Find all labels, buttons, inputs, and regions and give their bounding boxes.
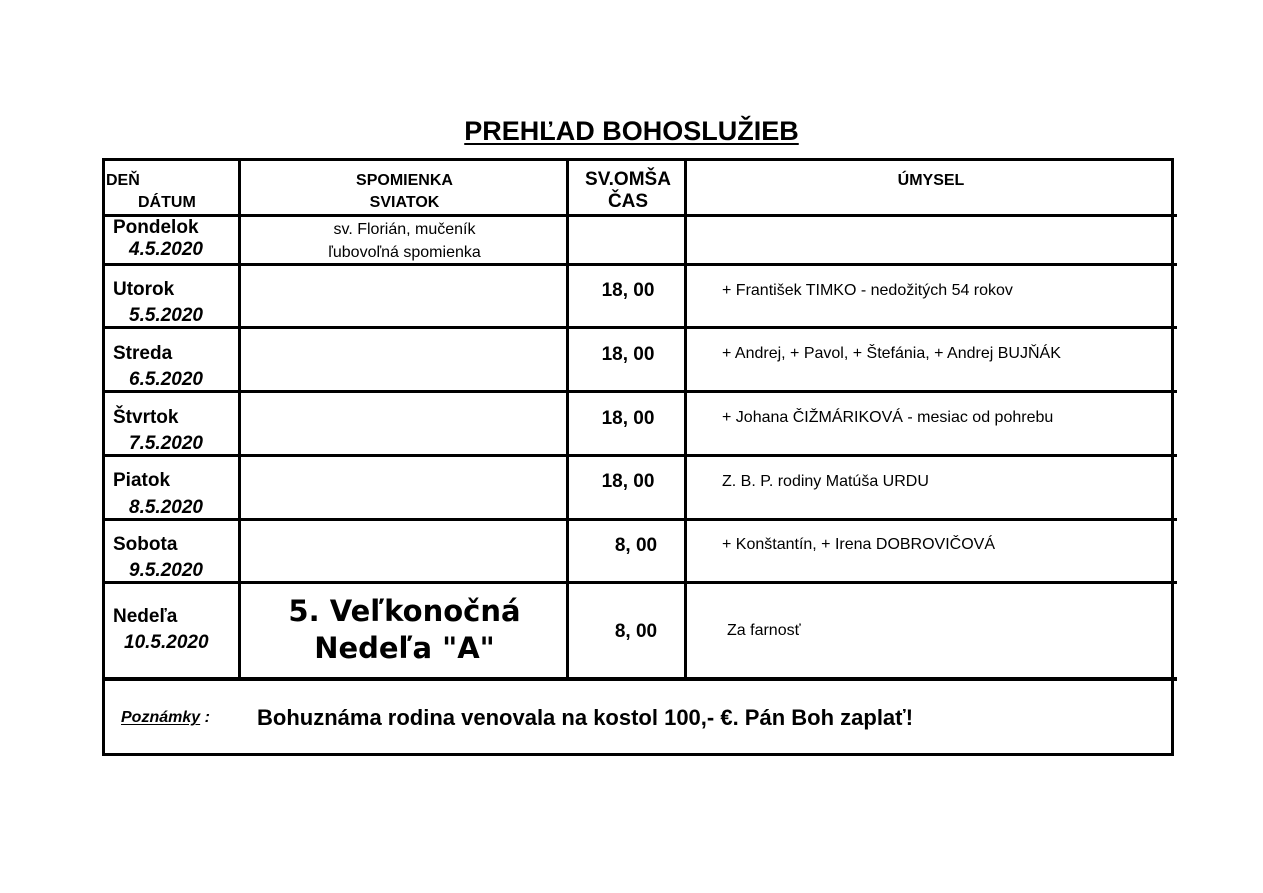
row-divider xyxy=(102,390,1177,393)
row-divider xyxy=(102,214,1177,217)
row-divider xyxy=(102,581,1177,584)
page-title: PREHĽAD BOHOSLUŽIEB xyxy=(464,116,799,146)
row-date: 8.5.2020 xyxy=(129,497,203,518)
row-date: 5.5.2020 xyxy=(129,305,203,326)
row-date: 4.5.2020 xyxy=(129,239,203,260)
header-feast: SPOMIENKA xyxy=(356,172,453,189)
row-divider xyxy=(102,454,1177,457)
row-time: 18, 00 xyxy=(601,344,655,365)
row-day: Streda xyxy=(113,343,173,364)
row-time: 8, 00 xyxy=(614,621,658,642)
header-date: DÁTUM xyxy=(138,194,196,211)
row-day: Sobota xyxy=(113,534,178,555)
row-feast-sunday: 5. Veľkonočná xyxy=(288,594,521,628)
row-intention: + Konštantín, + Irena DOBROVIČOVÁ xyxy=(722,536,996,553)
row-intention: + Andrej, + Pavol, + Štefánia, + Andrej BUJŇÁK xyxy=(722,345,1061,362)
header-mass: SV.OMŠA xyxy=(585,169,671,190)
notes-label: Poznámky : xyxy=(121,709,210,726)
row-divider xyxy=(102,677,1177,681)
row-intention: Z. B. P. rodiny Matúša URDU xyxy=(722,473,929,490)
row-divider xyxy=(102,326,1177,329)
row-time: 8, 00 xyxy=(614,535,658,556)
notes-text: Bohuznáma rodina venovala na kostol 100,- €. Pán Boh zaplať! xyxy=(257,705,914,730)
row-intention: Za farnosť xyxy=(727,622,801,639)
row-day: Piatok xyxy=(113,470,171,491)
row-day: Nedeľa xyxy=(113,606,178,627)
row-date: 7.5.2020 xyxy=(129,433,203,454)
row-feast-type: ľubovoľná spomienka xyxy=(328,244,481,261)
row-feast: sv. Florián, mučeník xyxy=(333,221,476,238)
row-divider xyxy=(102,263,1177,266)
row-date: 10.5.2020 xyxy=(124,632,209,653)
row-time: 18, 00 xyxy=(601,280,655,301)
column-divider xyxy=(238,158,241,680)
row-intention: + František TIMKO - nedožitých 54 rokov xyxy=(722,282,1013,299)
row-time: 18, 00 xyxy=(601,408,655,429)
header-day: DEŇ xyxy=(106,172,140,189)
row-feast-sunday-name: Nedeľa "A" xyxy=(314,631,495,665)
row-date: 6.5.2020 xyxy=(129,369,203,390)
row-day: Utorok xyxy=(113,279,175,300)
row-divider xyxy=(102,518,1177,521)
row-day: Pondelok xyxy=(113,217,199,238)
row-time: 18, 00 xyxy=(601,471,655,492)
header-feast-sub: SVIATOK xyxy=(369,194,440,211)
row-day: Štvrtok xyxy=(113,407,179,428)
header-time: ČAS xyxy=(607,191,649,212)
row-date: 9.5.2020 xyxy=(129,560,203,581)
header-intention: ÚMYSEL xyxy=(897,172,965,189)
row-intention: + Johana ČIŽMÁRIKOVÁ - mesiac od pohrebu xyxy=(722,409,1054,426)
